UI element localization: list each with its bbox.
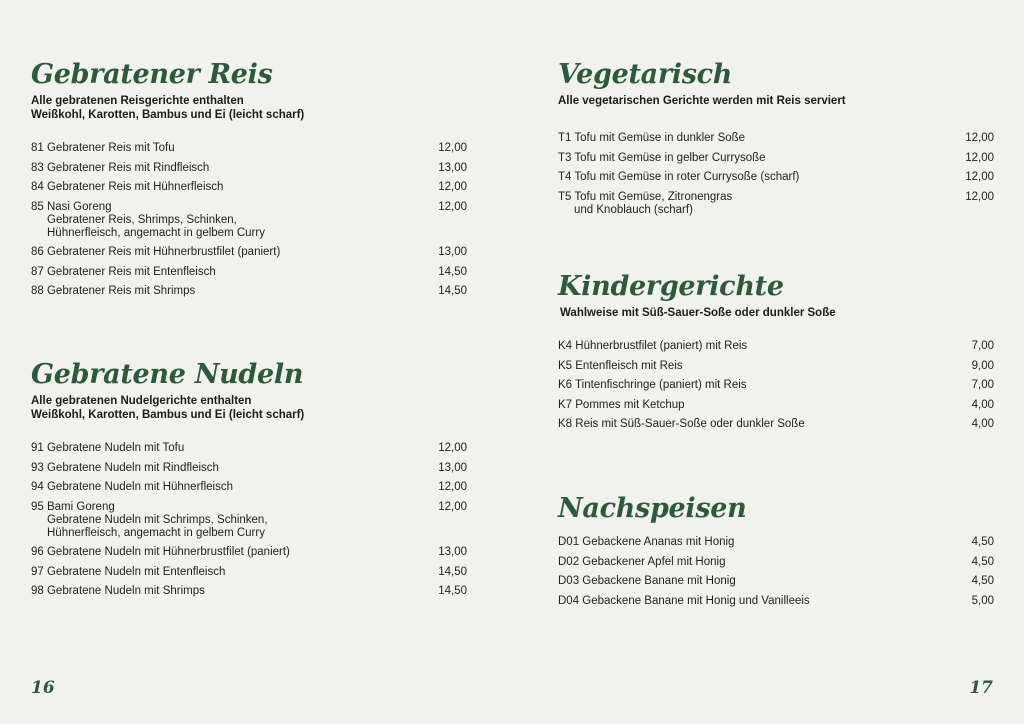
menu-item-price: 12,00: [438, 142, 467, 154]
menu-item-price: 4,00: [971, 398, 994, 411]
menu-item-text: [31, 585, 205, 598]
menu-item-text: [558, 191, 732, 217]
menu-item: [31, 181, 467, 194]
menu-item-text: [558, 340, 747, 353]
menu-item-text: [558, 132, 745, 145]
menu-item: [558, 595, 994, 608]
menu-item-price: 13,00: [438, 461, 467, 474]
section-kindergerichte: [558, 270, 994, 438]
menu-item-price: 14,50: [438, 565, 467, 578]
menu-item-name: T1 Tofu mit Gemüse in dunkler Soße: [558, 132, 746, 144]
menu-item-text: [31, 481, 233, 494]
menu-item-price: 13,00: [438, 161, 467, 174]
menu-item-name: 86 Gebratener Reis mit Hühnerbrustfilet (paniert): [31, 246, 281, 258]
menu-item-text: [558, 536, 734, 549]
menu-list: [31, 142, 467, 298]
menu-item: [31, 462, 467, 475]
menu-item-text: [31, 201, 265, 240]
menu-item: [558, 536, 994, 549]
menu-item-name: 98 Gebratene Nudeln mit Shrimps: [31, 585, 205, 597]
menu-item: [558, 360, 994, 373]
menu-item-name: K6 Tintenfischringe (paniert) mit Reis: [558, 379, 747, 391]
section-subtitle: [558, 94, 994, 108]
menu-item-text: [558, 418, 805, 431]
menu-item: [558, 152, 994, 165]
menu-item-name: D01 Gebackene Ananas mit Honig: [558, 536, 735, 548]
menu-item-description: Gebratene Nudeln mit Schrimps, Schinken, Hühnerfleisch, angemacht in gelbem Curry: [47, 513, 268, 539]
section-title: Nachspeisen: [558, 493, 747, 524]
menu-item-name: 83 Gebratener Reis mit Rindfleisch: [31, 161, 210, 174]
menu-item-price: 12,00: [965, 171, 994, 183]
menu-item: [31, 566, 467, 579]
menu-item: [31, 501, 467, 540]
menu-item: [31, 246, 467, 259]
menu-item-name: T4 Tofu mit Gemüse in roter Currysoße (scharf): [558, 171, 800, 183]
menu-item-text: [558, 595, 810, 608]
menu-item: [558, 556, 994, 569]
menu-item: [31, 546, 467, 559]
menu-item-name: 84 Gebratener Reis mit Hühnerfleisch: [31, 181, 224, 193]
menu-item-name: K7 Pommes mit Ketchup: [558, 398, 685, 411]
menu-item-name: D04 Gebackene Banane mit Honig und Vanilleeis: [558, 594, 810, 607]
menu-item-price: 12,00: [965, 190, 994, 203]
menu-item-text: [558, 399, 685, 412]
menu-item: [31, 285, 467, 298]
menu-item-price: 13,00: [438, 246, 467, 258]
section-gebratener-reis: [31, 58, 467, 305]
menu-item: [558, 340, 994, 353]
menu-item-name: K4 Hühnerbrustfilet (paniert) mit Reis: [558, 340, 748, 352]
menu-item-text: [31, 442, 184, 455]
section-title: Kindergerichte: [558, 271, 784, 302]
menu-item-name: T3 Tofu mit Gemüse in gelber Currysoße: [558, 151, 766, 164]
menu-item-price: 14,50: [438, 285, 467, 297]
menu-item: [558, 171, 994, 184]
menu-item-text: [31, 285, 195, 298]
subtitle-line-2: Weißkohl, Karotten, Bambus und Ei (leicht scharf): [31, 109, 305, 121]
menu-item: [558, 379, 994, 392]
menu-item: [558, 191, 994, 217]
menu-item-name: D03 Gebackene Banane mit Honig: [558, 575, 736, 587]
section-title: Gebratene Nudeln: [31, 359, 304, 390]
right-page: [512, 0, 1024, 724]
menu-item-name: T5 Tofu mit Gemüse, Zitronengras: [558, 190, 733, 203]
menu-item: [31, 266, 467, 279]
menu-item-text: [31, 566, 225, 579]
menu-item: [558, 399, 994, 412]
menu-item-price: 14,50: [438, 265, 467, 278]
section-subtitle: [31, 394, 467, 422]
menu-item-name: 96 Gebratene Nudeln mit Hühnerbrustfilet (paniert): [31, 546, 290, 558]
section-title: Gebratener Reis: [31, 59, 273, 90]
menu-item-price: 12,00: [965, 132, 994, 144]
menu-item-text: [558, 152, 766, 165]
page-number: 17: [969, 678, 993, 698]
menu-item: [31, 162, 467, 175]
menu-item-text: [558, 379, 747, 392]
menu-item-text: [31, 546, 290, 559]
menu-list: [558, 132, 994, 217]
subtitle-line-1: Alle gebratenen Reisgerichte enthalten: [31, 95, 244, 107]
menu-item: [31, 481, 467, 494]
menu-item-price: 14,50: [438, 585, 467, 597]
section-subtitle: [31, 94, 467, 122]
menu-item: [31, 201, 467, 240]
menu-item-price: 12,00: [438, 181, 467, 193]
menu-item-description: Gebratener Reis, Shrimps, Schinken, Hühnerfleisch, angemacht in gelbem Curry: [47, 213, 265, 239]
menu-item-price: 9,00: [971, 359, 994, 372]
subtitle-line-2: Weißkohl, Karotten, Bambus und Ei (leicht scharf): [31, 409, 305, 421]
menu-item-name: 95 Bami Goreng: [31, 500, 115, 513]
menu-item-price: 12,00: [438, 442, 467, 454]
menu-item-text: [31, 266, 216, 279]
menu-list: [558, 536, 994, 608]
page-number: 16: [31, 678, 55, 698]
menu-item-price: 12,00: [438, 481, 467, 493]
menu-item-price: 7,00: [971, 340, 994, 352]
menu-item-text: [558, 360, 683, 373]
menu-item-price: 4,50: [971, 555, 994, 568]
menu-item-name: 87 Gebratener Reis mit Entenfleisch: [31, 265, 216, 278]
section-title: Vegetarisch: [558, 59, 733, 90]
menu-item-text: [558, 575, 736, 588]
section-vegetarisch: [558, 58, 994, 223]
menu-item-price: 12,00: [438, 200, 467, 213]
subtitle-line-1: Alle gebratenen Nudelgerichte enthalten: [31, 395, 252, 407]
menu-item-name: D02 Gebackener Apfel mit Honig: [558, 555, 726, 568]
menu-list: [558, 340, 994, 431]
menu-item: [31, 442, 467, 455]
menu-item-name: 88 Gebratener Reis mit Shrimps: [31, 285, 196, 297]
menu-item-name: 97 Gebratene Nudeln mit Entenfleisch: [31, 565, 226, 578]
section-subtitle: [558, 306, 994, 320]
menu-item-name: 94 Gebratene Nudeln mit Hühnerfleisch: [31, 481, 234, 493]
menu-item-name: K5 Entenfleisch mit Reis: [558, 359, 683, 372]
menu-item-price: 4,00: [971, 418, 994, 430]
menu-item-price: 4,50: [971, 575, 994, 587]
menu-item: [558, 132, 994, 145]
subtitle-line-1: Wahlweise mit Süß-Sauer-Soße oder dunkler Soße: [560, 307, 836, 319]
menu-item-name: 85 Nasi Goreng: [31, 200, 112, 213]
menu-item: [558, 575, 994, 588]
menu-item-name: 93 Gebratene Nudeln mit Rindfleisch: [31, 461, 219, 474]
menu-item: [558, 418, 994, 431]
menu-item: [31, 585, 467, 598]
menu-item-text: [31, 162, 209, 175]
section-nachspeisen: [558, 492, 994, 614]
menu-item-text: [31, 246, 280, 259]
menu-item-price: 5,00: [971, 594, 994, 607]
section-gebratene-nudeln: [31, 358, 467, 605]
menu-list: [31, 442, 467, 598]
menu-item-description: und Knoblauch (scharf): [574, 203, 693, 216]
menu-item-price: 7,00: [971, 379, 994, 391]
subtitle-line-1: Alle vegetarischen Gerichte werden mit Reis serviert: [558, 95, 846, 107]
menu-item-name: K8 Reis mit Süß-Sauer-Soße oder dunkler Soße: [558, 418, 805, 430]
menu-item-price: 12,00: [965, 151, 994, 164]
menu-item-text: [31, 142, 175, 155]
menu-item-text: [31, 501, 268, 540]
menu-item-price: 12,00: [438, 500, 467, 513]
menu-item-text: [558, 171, 799, 184]
menu-item-name: 81 Gebratener Reis mit Tofu: [31, 142, 175, 154]
menu-item-price: 13,00: [438, 546, 467, 558]
menu-item-price: 4,50: [971, 536, 994, 548]
menu-item: [31, 142, 467, 155]
menu-item-text: [31, 462, 219, 475]
menu-item-text: [31, 181, 223, 194]
menu-item-name: 91 Gebratene Nudeln mit Tofu: [31, 442, 185, 454]
menu-item-text: [558, 556, 725, 569]
